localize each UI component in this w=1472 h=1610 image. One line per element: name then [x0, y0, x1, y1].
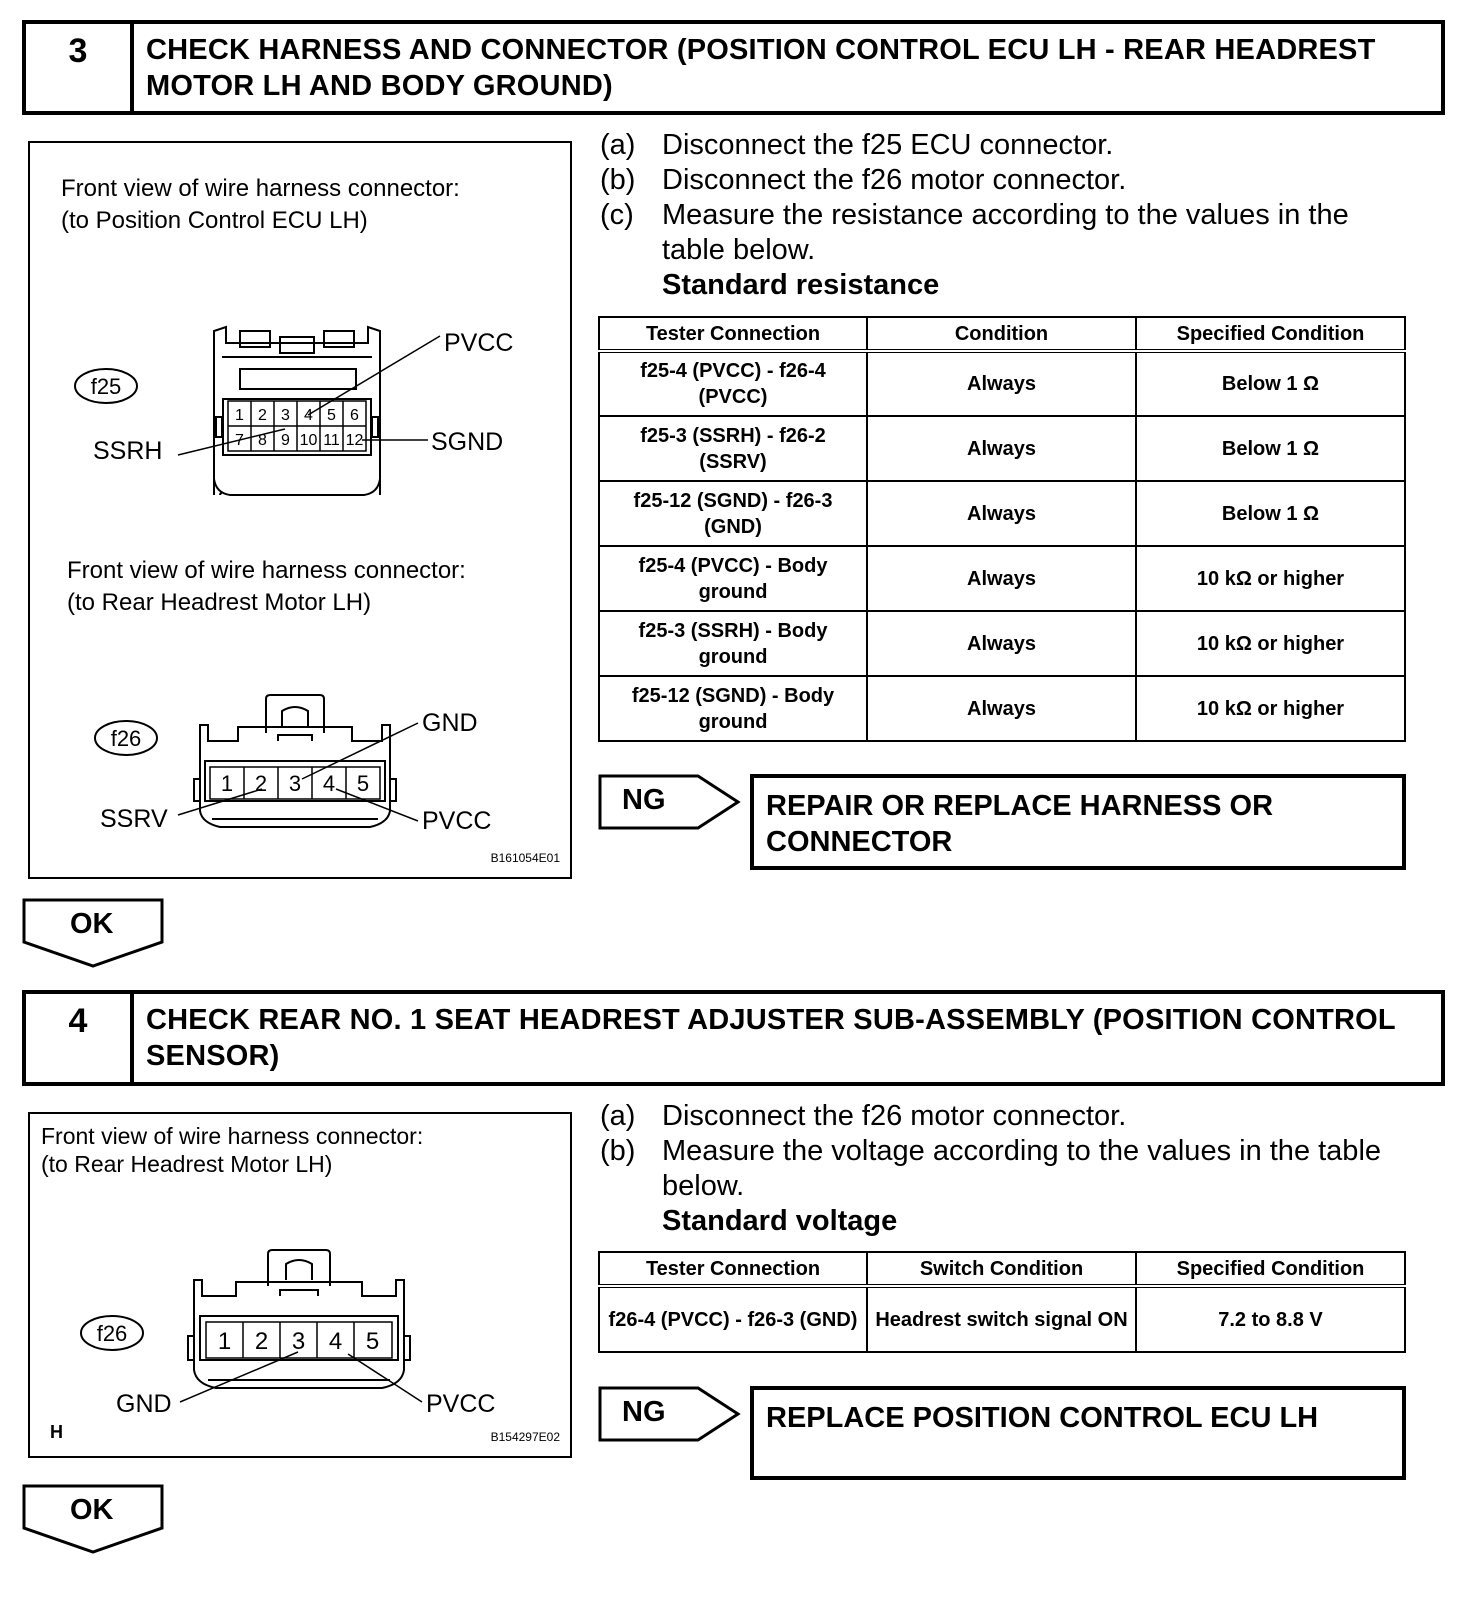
step-4-instructions [600, 1099, 1430, 1239]
figure-caption: (to Rear Headrest Motor LH) [41, 1151, 333, 1177]
ng-arrow [598, 774, 744, 830]
pin-number: 2 [258, 407, 267, 424]
corner-mark: H [50, 1422, 63, 1442]
standard-heading: Standard voltage [662, 1205, 898, 1237]
standard-heading: Standard resistance [662, 269, 940, 301]
instruction-text: Measure the resistance according to the values in the table below. [662, 199, 1349, 266]
gnd-label: GND [422, 709, 478, 737]
table-cell: f25-4 (PVCC) - Body ground [599, 546, 867, 611]
connector-id-label: f26 [110, 726, 142, 751]
pvcc-label: PVCC [426, 1390, 496, 1418]
f25-pin-numbers [235, 407, 363, 449]
table-cell: f26-4 (PVCC) - f26-3 (GND) [599, 1286, 867, 1352]
ng-label: NG [622, 1396, 666, 1428]
table-cell: Always [867, 351, 1136, 416]
ok-label: OK [70, 1494, 114, 1526]
table-cell: 10 kΩ or higher [1136, 676, 1405, 741]
pin-number: 4 [304, 407, 313, 424]
connector-figure-f25-f26 [28, 141, 572, 879]
table-cell: Always [867, 676, 1136, 741]
pin-number: 3 [288, 771, 302, 796]
figure-caption: (to Position Control ECU LH) [61, 207, 368, 234]
table-cell: Headrest switch signal ON [867, 1286, 1136, 1352]
f26-connector-housing [194, 695, 396, 827]
ng-arrow [598, 1386, 744, 1442]
table-cell: Always [867, 481, 1136, 546]
instruction-letter: (a) [600, 129, 636, 161]
figure-caption: Front view of wire harness connector: [41, 1123, 424, 1149]
pin-number: 5 [365, 1328, 380, 1355]
connector-id-label: f25 [90, 374, 122, 399]
table-row [599, 611, 1405, 676]
table-cell: Always [867, 546, 1136, 611]
step-number: 3 [26, 24, 134, 111]
table-row [599, 1286, 1405, 1352]
pin-number: 5 [356, 771, 370, 796]
step-title: CHECK REAR NO. 1 SEAT HEADREST ADJUSTER SUB-ASSEMBLY (POSITION CONTROL SENSOR) [146, 1004, 1396, 1072]
instruction-letter: (b) [600, 164, 636, 196]
f26-pin-numbers [221, 771, 369, 796]
pvcc-label: PVCC [422, 807, 492, 835]
instruction-text: Disconnect the f26 motor connector. [662, 164, 1127, 196]
step-number: 4 [26, 994, 134, 1082]
pvcc-leader-line [336, 789, 418, 821]
voltage-spec-table [598, 1251, 1406, 1353]
pin-number: 4 [328, 1328, 343, 1355]
pin-number: 6 [350, 407, 359, 424]
pin-number: 1 [235, 407, 244, 424]
resistance-spec-table [598, 316, 1406, 742]
table-cell: f25-3 (SSRH) - f26-2 (SSRV) [599, 416, 867, 481]
table-cell: Below 1 Ω [1136, 351, 1405, 416]
pin-number: 11 [323, 432, 340, 449]
instruction-text: Disconnect the f26 motor connector. [662, 1100, 1127, 1132]
instruction-letter: (b) [600, 1135, 636, 1167]
table-cell: 10 kΩ or higher [1136, 546, 1405, 611]
table-cell: f25-3 (SSRH) - Body ground [599, 611, 867, 676]
pin-number: 5 [327, 407, 336, 424]
pin-number: 12 [345, 432, 364, 449]
table-header: Switch Condition [867, 1252, 1136, 1286]
figure-caption: (to Rear Headrest Motor LH) [67, 589, 372, 616]
table-cell: Below 1 Ω [1136, 416, 1405, 481]
connector-id-label: f26 [96, 1321, 128, 1346]
table-cell: Always [867, 416, 1136, 481]
step-4-header [22, 990, 1445, 1086]
instruction-item [600, 128, 1430, 163]
sgnd-label: SGND [431, 428, 504, 456]
pvcc-label: PVCC [444, 329, 514, 357]
figure-caption: Front view of wire harness connector: [67, 557, 466, 584]
step-3-instructions [600, 128, 1430, 303]
pin-number: 3 [291, 1328, 306, 1355]
table-header: Tester Connection [599, 1252, 867, 1286]
pin-number: 1 [220, 771, 234, 796]
connector-diagram [30, 143, 570, 877]
pin-number: 2 [254, 1328, 269, 1355]
pin-number: 3 [281, 407, 290, 424]
pin-number: 2 [254, 771, 268, 796]
ssrh-label: SSRH [93, 437, 163, 465]
table-cell: 7.2 to 8.8 V [1136, 1286, 1405, 1352]
connector-diagram [30, 1114, 570, 1456]
figure-code: B161054E01 [490, 851, 560, 865]
pin-number: 4 [322, 771, 336, 796]
gnd-label: GND [116, 1390, 172, 1418]
ok-label: OK [70, 908, 114, 940]
pin-number: 7 [235, 432, 244, 449]
table-row [599, 676, 1405, 741]
table-cell: f25-12 (SGND) - Body ground [599, 676, 867, 741]
table-cell: f25-4 (PVCC) - f26-4 (PVCC) [599, 351, 867, 416]
table-row [599, 416, 1405, 481]
ng-label: NG [622, 784, 666, 816]
figure-caption: Front view of wire harness connector: [61, 175, 460, 202]
table-row [599, 351, 1405, 416]
step-3-header [22, 20, 1445, 115]
table-row [599, 481, 1405, 546]
connector-figure-f26 [28, 1112, 572, 1458]
instruction-letter: (a) [600, 1100, 636, 1132]
instruction-item [600, 1099, 1430, 1134]
table-header: Condition [867, 317, 1136, 351]
table-cell: Always [867, 611, 1136, 676]
table-row [599, 546, 1405, 611]
instruction-item [600, 163, 1430, 198]
table-header: Tester Connection [599, 317, 867, 351]
f26-connector-housing [188, 1250, 410, 1388]
table-cell: 10 kΩ or higher [1136, 611, 1405, 676]
instruction-letter: (c) [600, 199, 634, 231]
pin-number: 10 [299, 432, 318, 449]
step-title: CHECK HARNESS AND CONNECTOR (POSITION CONTROL ECU LH - REAR HEADREST MOTOR LH AND BODY GROUND) [146, 34, 1376, 102]
table-header: Specified Condition [1136, 1252, 1405, 1286]
table-cell: f25-12 (SGND) - f26-3 (GND) [599, 481, 867, 546]
table-header: Specified Condition [1136, 317, 1405, 351]
pin-number: 9 [281, 432, 290, 449]
ng-result-box: REPAIR OR REPLACE HARNESS OR CONNECTOR [750, 774, 1406, 870]
table-cell: Below 1 Ω [1136, 481, 1405, 546]
pvcc-leader-line [348, 1354, 422, 1402]
f26-pin-numbers [218, 1328, 379, 1355]
instruction-text: Disconnect the f25 ECU connector. [662, 129, 1114, 161]
ssrv-label: SSRV [100, 805, 168, 833]
instruction-item [600, 198, 1430, 268]
ng-result-box: REPLACE POSITION CONTROL ECU LH [750, 1386, 1406, 1480]
pin-number: 1 [217, 1328, 232, 1355]
instruction-item [600, 1134, 1430, 1204]
instruction-text: Measure the voltage according to the values in the table below. [662, 1135, 1382, 1202]
figure-code: B154297E02 [490, 1430, 560, 1444]
pin-number: 8 [258, 432, 267, 449]
